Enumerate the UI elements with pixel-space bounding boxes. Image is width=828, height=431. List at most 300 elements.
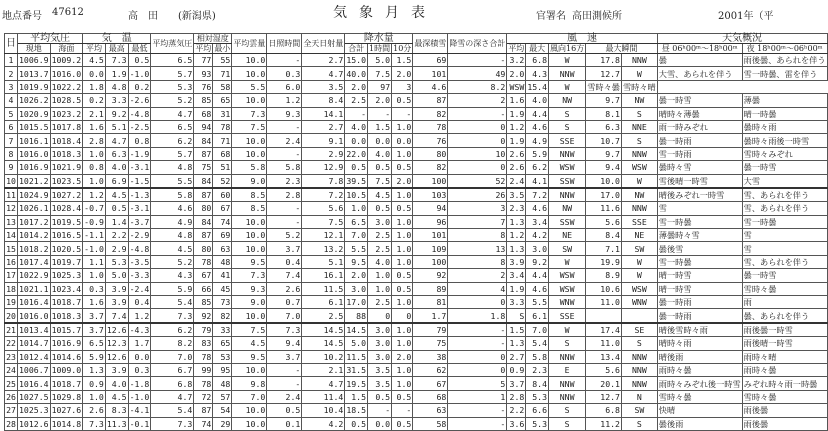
table-cell: 9.4	[586, 161, 622, 174]
table-cell: 雨後曇、あられを伴う	[743, 55, 826, 66]
table-cell: 曇一時雨	[657, 296, 742, 309]
table-cell: 雪時々みぞれ	[742, 147, 827, 160]
table-cell: W	[621, 67, 657, 80]
table-cell: 3.5	[368, 363, 392, 376]
col-snowfall: 降雪の深さ合計	[448, 34, 507, 54]
table-cell: 1015.5	[19, 122, 49, 133]
table-cell: NE	[621, 229, 657, 242]
table-cell: 5.9	[526, 147, 549, 160]
table-cell: 7.8	[302, 174, 345, 188]
table-cell: 75	[194, 161, 213, 174]
table-cell: -1.0	[129, 391, 150, 402]
table-cell: 7.3	[151, 309, 194, 323]
table-cell: 1016.9	[51, 338, 82, 349]
table-cell: 1.6	[83, 296, 106, 309]
table-cell: NNW	[549, 350, 586, 363]
table-cell: 2.4	[507, 174, 526, 188]
table-cell: 9.5	[232, 350, 267, 363]
table-cell: 14.5	[345, 323, 368, 337]
table-cell: 73	[213, 296, 232, 309]
col-p-sea: 海面	[50, 44, 83, 54]
table-cell: 66	[194, 282, 213, 295]
table-cell: 0.5	[392, 202, 413, 215]
table-cell: NNW	[621, 377, 657, 390]
table-cell: NW	[549, 202, 586, 215]
table-cell: 31.5	[346, 365, 367, 376]
table-cell: 1013.4	[18, 323, 51, 337]
table-cell: W	[549, 323, 586, 337]
table-cell: 5.8	[267, 161, 302, 174]
table-cell: 8	[5, 147, 18, 160]
table-cell: 2.9	[302, 147, 345, 160]
table-cell: 0.1	[267, 417, 302, 430]
table-cell: 晴後みぞれ一時雪	[657, 188, 742, 202]
table-cell: 4.0	[368, 147, 392, 160]
table-row	[5, 94, 828, 107]
table-cell: 13	[6, 216, 16, 227]
table-cell: 96	[413, 215, 448, 228]
table-cell: 4.8	[151, 229, 194, 242]
col-pr-10m: 10分	[393, 44, 412, 53]
table-cell: 62	[413, 363, 448, 376]
table-cell: 2.9	[105, 242, 128, 255]
table-cell: 6.2	[151, 134, 194, 147]
table-cell: 4.7	[151, 390, 194, 403]
table-cell: 曇、あられを伴う	[742, 309, 827, 323]
table-cell: 27	[6, 405, 16, 416]
table-cell: 1023.4	[51, 283, 82, 294]
table-cell: 67	[213, 202, 232, 215]
table-cell: 3.7	[267, 350, 302, 363]
table-cell: 84	[194, 215, 213, 228]
table-cell: 1009.0	[51, 365, 82, 376]
table-cell: 7.5	[302, 215, 345, 228]
table-cell: 81	[413, 296, 448, 309]
table-cell: 5.2	[151, 255, 194, 268]
table-cell: 23	[6, 351, 16, 362]
table-cell: 11.5	[302, 282, 345, 295]
table-cell: NNW	[549, 188, 586, 202]
table-cell: 0.5	[368, 202, 392, 215]
table-cell: 101	[413, 67, 448, 80]
table-cell: NNW	[621, 202, 657, 215]
table-cell: 97	[368, 80, 392, 93]
table-cell: 9.0	[232, 296, 267, 309]
col-h-mean: 平均	[195, 44, 212, 53]
table-cell: 6.1	[302, 296, 345, 309]
table-cell: 17.4	[586, 323, 622, 337]
col-cloud: 平均雲量	[232, 34, 267, 54]
period: 2001年（平	[718, 11, 774, 22]
table-cell: 1.2	[507, 120, 526, 133]
table-cell: 5	[5, 107, 18, 120]
table-row	[5, 134, 828, 147]
table-cell: 3.7	[83, 323, 106, 337]
table-cell: NE	[549, 229, 586, 242]
table-cell: 80	[194, 202, 213, 215]
table-cell: 0.5	[345, 161, 368, 174]
table-cell: 63	[413, 404, 448, 417]
table-cell: 曇一時雪	[657, 94, 742, 107]
table-cell: 5.0	[368, 54, 392, 67]
climate-table	[4, 33, 828, 431]
table-cell: 7.1	[586, 242, 622, 255]
table-cell: 57	[213, 390, 232, 403]
table-cell: -3.1	[129, 203, 150, 214]
table-cell: 3.0	[526, 242, 549, 255]
table-cell: 7.0	[151, 350, 194, 363]
table-cell: 1.0	[392, 188, 413, 202]
table-cell: 曇一時雪	[742, 269, 827, 282]
table-cell: 1020.5	[51, 243, 82, 254]
table-cell: 1006.9	[19, 55, 49, 66]
table-cell	[621, 309, 657, 323]
table-cell: 0.9	[507, 363, 526, 376]
table-cell: 17.0	[346, 297, 367, 308]
table-cell: 晴時々雨	[657, 337, 742, 350]
table-cell: 1021.2	[18, 174, 51, 188]
table-cell: 5.6	[586, 215, 622, 228]
table-cell: -3.1	[129, 162, 150, 173]
table-cell: 1027.5	[19, 391, 49, 402]
table-cell: -	[448, 417, 507, 430]
table-cell: 1.0	[392, 337, 413, 350]
table-row	[5, 282, 828, 295]
table-cell: 1.0	[392, 147, 413, 160]
table-cell: 雨時々みぞれ後一時雪	[658, 378, 741, 389]
table-row	[5, 174, 828, 188]
table-cell: 67	[194, 269, 213, 282]
table-cell: 晴後雨	[657, 350, 742, 363]
table-cell: 4.1	[526, 174, 549, 188]
table-cell: 5.3	[526, 390, 549, 403]
table-cell: 87	[194, 404, 213, 417]
table-cell: 1016.9	[19, 162, 49, 173]
table-cell: 0.8	[128, 134, 151, 147]
table-cell: 雪	[742, 229, 827, 242]
table-cell: 快晴	[657, 404, 742, 417]
table-cell: 1017.4	[19, 257, 49, 268]
table-row	[5, 390, 828, 403]
table-cell: NNE	[621, 120, 657, 133]
table-cell: 1014.8	[51, 418, 82, 429]
table-cell: 1016.4	[19, 378, 49, 389]
table-cell: 12.7	[586, 67, 622, 80]
table-cell: 76	[413, 134, 448, 147]
table-cell: 11.4	[302, 390, 345, 403]
table-cell: 2.4	[267, 134, 302, 147]
table-cell: 54	[213, 404, 232, 417]
table-cell: SSW	[549, 215, 586, 228]
table-cell: 87	[194, 188, 213, 202]
table-cell: 6.8	[586, 404, 622, 417]
table-cell: 79	[194, 323, 213, 337]
table-cell: 1.4	[105, 215, 128, 228]
table-cell: 1.0	[392, 296, 413, 309]
table-cell: 48	[213, 377, 232, 390]
table-cell: 6.3	[586, 120, 622, 133]
table-cell: 38	[413, 350, 448, 363]
col-precip: 降水量	[345, 34, 413, 44]
table-cell: 雪時々曇	[742, 390, 827, 403]
table-cell: 5.8	[232, 161, 267, 174]
table-cell: 19.5	[346, 378, 367, 389]
table-cell: 10.0	[232, 94, 267, 107]
table-cell: 2	[448, 94, 507, 107]
table-cell: 4.8	[105, 80, 128, 93]
table-cell: -2.9	[129, 230, 150, 241]
table-cell: 87	[194, 229, 213, 242]
table-cell: 0.5	[345, 417, 368, 430]
table-cell: 雪、あられを伴う	[742, 202, 827, 215]
col-pr-total: 合計	[345, 44, 368, 54]
table-cell: 3.0	[368, 337, 392, 350]
table-cell: 4.7	[151, 107, 194, 120]
table-cell: 1.0	[83, 390, 106, 403]
table-cell: NNW	[621, 147, 657, 160]
table-row	[5, 404, 828, 417]
table-cell: 31	[213, 107, 232, 120]
table-cell: 4.5	[105, 188, 128, 202]
table-cell: 1.3	[507, 242, 526, 255]
table-cell: S	[621, 134, 657, 147]
table-cell: -4.3	[128, 323, 151, 337]
col-w-dir: 風向16方	[550, 44, 585, 53]
table-cell: 5.5	[151, 174, 194, 188]
table-cell: 60	[213, 188, 232, 202]
table-cell: 4.5	[232, 337, 267, 350]
table-cell: 92	[194, 309, 213, 323]
table-cell: 1018.2	[19, 243, 49, 254]
table-cell: 53	[213, 350, 232, 363]
table-cell: 7.0	[267, 309, 302, 323]
table-cell: 85	[194, 94, 213, 107]
table-cell: 1021.1	[19, 283, 49, 294]
table-cell: 1018.3	[51, 148, 82, 159]
table-cell: 45	[213, 282, 232, 295]
page-title: 気象月表	[333, 5, 437, 21]
table-cell: 0.3	[83, 282, 106, 295]
table-cell: 1.0	[392, 215, 413, 228]
table-cell: 92	[413, 269, 448, 282]
table-cell: 薄曇	[742, 94, 827, 107]
table-cell: 雨後晴一時雪	[742, 337, 827, 350]
table-cell: 3.2	[507, 54, 526, 67]
col-night-weather: 夜 18ʰ00ᵐ〜06ʰ00ᵐ	[742, 44, 827, 54]
table-cell: 15.0	[346, 55, 367, 66]
table-cell: 87	[413, 94, 448, 107]
table-cell: 7.3	[267, 323, 302, 337]
table-cell: 1.9	[105, 67, 128, 80]
table-cell: 82	[213, 309, 232, 323]
col-temp: 気 温	[83, 34, 151, 44]
table-cell: 1028.4	[51, 203, 82, 214]
table-cell: 101	[413, 229, 448, 242]
table-cell: 1.3	[83, 363, 106, 376]
table-cell: 晴一時雪	[657, 282, 742, 295]
table-cell: -4.8	[129, 108, 150, 119]
table-cell: 9.4	[267, 337, 302, 350]
table-row	[5, 67, 828, 80]
table-cell: 10.0	[232, 67, 267, 80]
table-cell: 3.0	[368, 350, 392, 363]
table-cell: 20	[5, 309, 18, 323]
table-cell: 7.5	[232, 120, 267, 133]
table-cell: -2.4	[129, 283, 150, 294]
table-cell: 4.6	[526, 202, 549, 215]
table-cell: 4.0	[368, 255, 392, 268]
table-cell: 晴後雪時々雨	[657, 323, 742, 337]
table-cell: 1.0	[368, 269, 392, 282]
table-cell: 1014.2	[19, 230, 49, 241]
table-cell: 18	[6, 283, 16, 294]
table-cell: 晴時々薄曇	[657, 107, 742, 120]
table-cell: 曇一時雪	[742, 161, 827, 174]
table-cell: 1.7	[413, 309, 448, 323]
table-cell: 5.5	[232, 80, 267, 93]
table-cell: 1.9	[507, 107, 526, 120]
table-cell: 77	[194, 54, 213, 67]
table-cell: W	[549, 255, 586, 268]
table-cell: 22	[6, 338, 16, 349]
col-t-max: 最高	[105, 44, 128, 54]
table-cell: 100	[413, 255, 448, 268]
table-cell: 6.2	[526, 161, 549, 174]
table-cell: SSE	[621, 215, 657, 228]
table-cell: 3.3	[507, 296, 526, 309]
table-cell: -1.3	[128, 188, 151, 202]
table-cell: -4.1	[129, 405, 150, 416]
col-w-max: 最大	[526, 44, 549, 54]
table-cell: 74	[194, 417, 213, 430]
table-cell: 6.5	[83, 337, 106, 350]
table-row	[5, 202, 828, 215]
table-cell: 10.0	[232, 134, 267, 147]
table-row	[5, 188, 828, 202]
office-name: 高田測候所	[572, 11, 622, 22]
col-sun: 日照時間	[267, 34, 302, 54]
table-row	[5, 229, 828, 242]
table-cell: 1016.1	[19, 135, 49, 146]
table-cell: 2.0	[392, 350, 413, 363]
table-cell: 68	[194, 107, 213, 120]
table-cell: 曇後雪	[657, 242, 742, 255]
table-cell: 3.0	[345, 282, 368, 295]
table-cell: 10.4	[302, 404, 345, 417]
table-cell: -1.0	[84, 243, 104, 254]
table-cell: 78	[213, 120, 232, 133]
table-cell: 1.2	[507, 229, 526, 242]
table-cell: 87	[194, 147, 213, 160]
col-h-min: 最小	[214, 44, 231, 53]
table-cell: 10.0	[232, 147, 267, 160]
table-cell: 1.0	[392, 255, 413, 268]
table-cell: WSW	[549, 161, 586, 174]
table-cell: 1012.4	[19, 351, 49, 362]
table-cell: 晴一時雪	[657, 269, 742, 282]
table-cell: 78	[194, 350, 213, 363]
table-cell: 18.5	[346, 405, 367, 416]
table-cell	[586, 309, 622, 323]
table-cell: 4.2	[526, 229, 549, 242]
table-cell: 3	[448, 202, 507, 215]
table-cell: 78	[413, 120, 448, 133]
table-cell: 5.7	[151, 147, 194, 160]
table-cell: 1018.7	[51, 378, 82, 389]
table-cell: W	[549, 80, 586, 93]
table-cell: 6.5	[151, 54, 194, 67]
table-cell: 2.7	[302, 54, 345, 67]
table-cell: 25	[6, 378, 16, 389]
table-cell: 雪、あられを伴う	[742, 188, 827, 202]
table-cell: NNW	[549, 390, 586, 403]
table-cell: 1.5	[507, 323, 526, 337]
prefecture: (新潟県)	[178, 11, 216, 22]
table-cell: -	[368, 404, 392, 417]
station-label: 地点番号	[2, 11, 42, 22]
table-cell: 0.2	[83, 94, 106, 107]
table-cell: 3.9	[105, 296, 128, 309]
table-cell: 1016.0	[19, 148, 49, 159]
table-cell: 雨一時みぞれ	[657, 120, 742, 133]
col-vapor: 平均蒸気圧	[151, 34, 194, 54]
col-t-min: 最低	[128, 44, 151, 54]
table-cell: 3.9	[105, 363, 128, 376]
table-cell: 3.7	[267, 242, 302, 255]
table-row	[5, 350, 828, 363]
table-cell: 0.0	[368, 134, 392, 147]
table-cell: 4.3	[526, 67, 549, 80]
table-cell: 4.6	[151, 202, 194, 215]
table-cell: 1.3	[507, 337, 526, 350]
table-cell: 13.4	[586, 350, 622, 363]
table-cell: 5.0	[345, 337, 368, 350]
table-cell: 69	[213, 229, 232, 242]
table-cell: 10.0	[232, 309, 267, 323]
table-cell: 1026.2	[19, 95, 49, 106]
table-cell: 1029.8	[51, 391, 82, 402]
table-cell: 1019.5	[51, 216, 82, 227]
table-cell: 3.4	[526, 215, 549, 228]
table-cell: 5.6	[586, 363, 622, 376]
table-cell: 2.8	[507, 390, 526, 403]
table-cell: 51	[213, 161, 232, 174]
table-cell: 2.0	[392, 174, 413, 188]
table-cell: 16	[6, 257, 16, 268]
table-cell: 雪一時雨	[657, 147, 742, 160]
col-w-gust: 最大瞬間	[586, 44, 658, 54]
table-cell: 2.6	[83, 404, 106, 417]
table-cell: 4.0	[345, 120, 368, 133]
table-cell: 40.0	[346, 68, 367, 79]
table-cell: 58	[213, 80, 232, 93]
table-cell: W	[549, 54, 586, 67]
table-cell: 14	[6, 230, 16, 241]
table-cell: 1.0	[392, 377, 413, 390]
table-row	[5, 120, 828, 133]
table-cell: 12.6	[106, 351, 127, 362]
table-cell: 5.8	[151, 188, 194, 202]
table-cell: 9.7	[586, 94, 622, 107]
table-cell: -0.1	[129, 418, 150, 429]
table-cell: 5.2	[267, 229, 302, 242]
table-cell: 14.1	[302, 107, 345, 120]
table-cell: 4.5	[105, 390, 128, 403]
table-cell: S	[549, 417, 586, 430]
table-cell: 0	[368, 309, 392, 323]
table-cell: 2.0	[392, 67, 413, 80]
table-row	[5, 255, 828, 268]
